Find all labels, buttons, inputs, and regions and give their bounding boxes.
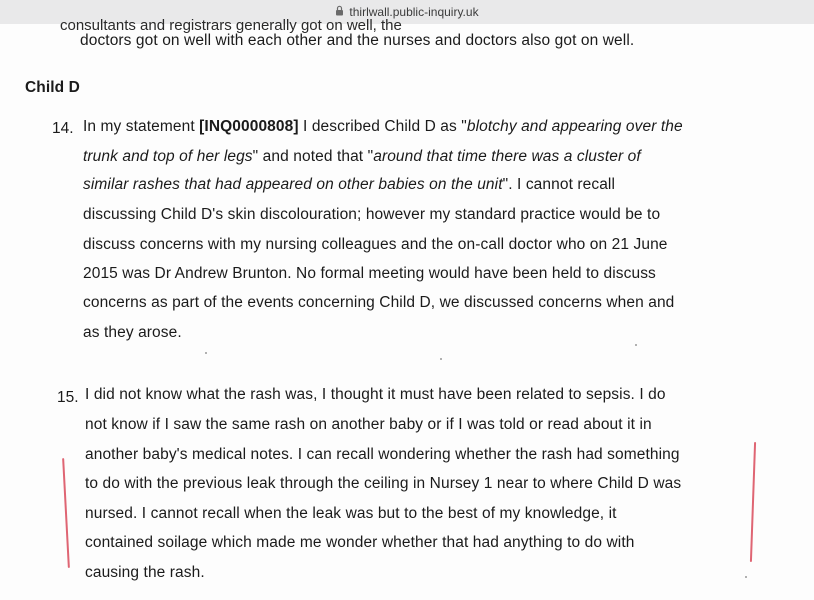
url-text: thirlwall.public-inquiry.uk bbox=[349, 5, 479, 19]
intro-last-line: doctors got on well with each other and the nurses and doctors also got on well. bbox=[80, 32, 635, 49]
paragraph-14-line-3: similar rashes that had appeared on other babies on the unit". I cannot recall bbox=[83, 176, 616, 193]
scan-speck bbox=[635, 344, 637, 346]
paragraph-14-line-8: as they arose. bbox=[83, 324, 182, 341]
paragraph-15-line-5: nursed. I cannot recall when the leak was but to the best of my knowledge, it bbox=[85, 505, 617, 522]
paragraph-14-line-2: trunk and top of her legs" and noted that "around that time there was a cluster of bbox=[83, 148, 641, 165]
document-page bbox=[0, 17, 814, 600]
paragraph-14-line-4: discussing Child D's skin discolouration; however my standard practice would be to bbox=[83, 206, 661, 223]
right-margin-red-mark bbox=[750, 442, 756, 562]
paragraph-15-number: 15. bbox=[57, 389, 79, 406]
left-margin-red-mark bbox=[62, 458, 70, 568]
scan-speck bbox=[440, 358, 442, 360]
paragraph-14-line-7: concerns as part of the events concerning Child D, we discussed concerns when and bbox=[83, 294, 675, 311]
paragraph-15-line-1: I did not know what the rash was, I thought it must have been related to sepsis. I do bbox=[85, 386, 666, 403]
paragraph-15-line-2: not know if I saw the same rash on another baby or if I was told or read about it in bbox=[85, 416, 652, 433]
section-heading: Child D bbox=[25, 79, 80, 96]
paragraph-15-line-3: another baby's medical notes. I can recall wondering whether the rash had something bbox=[85, 446, 680, 463]
scan-speck bbox=[205, 352, 207, 354]
paragraph-14-line-5: discuss concerns with my nursing colleagues and the on-call doctor who on 21 June bbox=[83, 236, 668, 253]
paragraph-15-line-6: contained soilage which made me wonder whether that had anything to do with bbox=[85, 534, 635, 551]
paragraph-15-line-4: to do with the previous leak through the ceiling in Nursey 1 near to where Child D was bbox=[85, 475, 682, 492]
paragraph-14-number: 14. bbox=[52, 120, 74, 137]
paragraph-14-line-6: 2015 was Dr Andrew Brunton. No formal meeting would have been held to discuss bbox=[83, 265, 656, 282]
scan-speck bbox=[745, 576, 747, 578]
paragraph-15-line-7: causing the rash. bbox=[85, 564, 205, 581]
clipped-top-line: consultants and registrars generally got on well, the bbox=[60, 17, 402, 34]
paragraph-14-line-1: In my statement [INQ0000808] I described Child D as "blotchy and appearing over the bbox=[83, 118, 683, 135]
